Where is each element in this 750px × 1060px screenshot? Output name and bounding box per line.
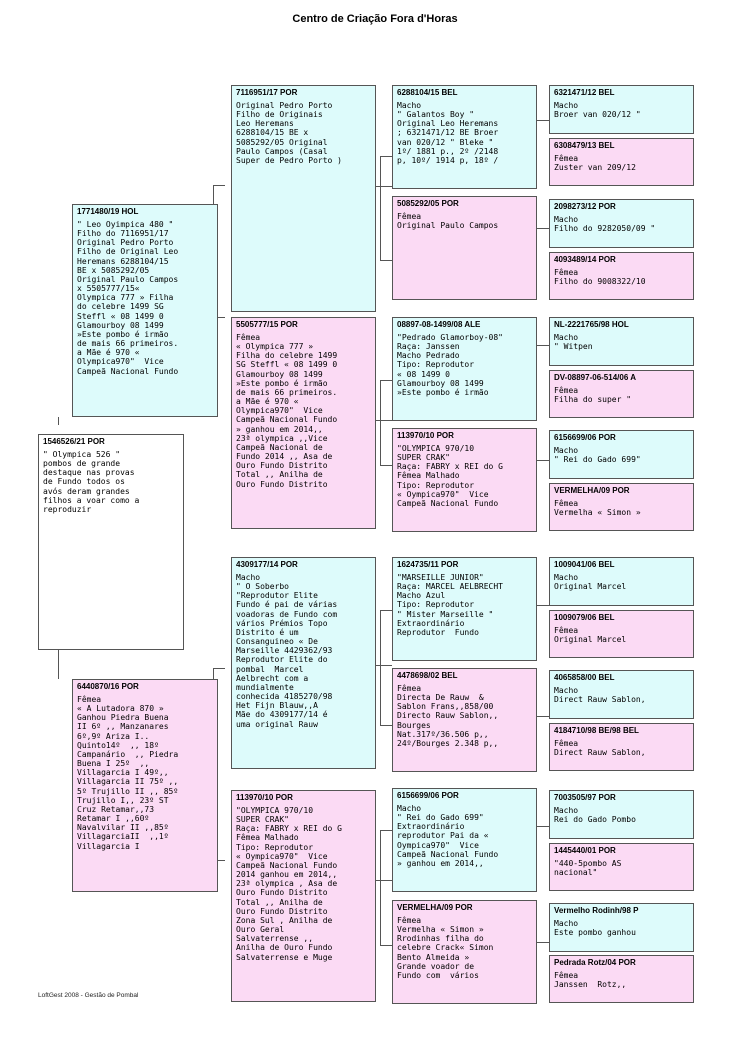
pigeon-card-ssd [392,196,537,300]
ring-number: 1771480/19 HOL [77,207,139,216]
pigeon-card-dam [72,679,218,892]
ring-number: 4309177/14 POR [236,560,298,569]
ring-number: 6156699/06 POR [397,791,459,800]
connector [535,716,549,717]
pigeon-notes: Fêmea Janssen Rotz,, [554,971,627,990]
pigeon-card-ddsd [549,843,694,891]
ring-number: 1546526/21 POR [43,437,105,446]
ring-number: 5085292/05 POR [397,199,459,208]
connector [535,228,549,229]
pigeon-notes: Fêmea « A Lutadora 870 » Ganhou Piedra Buena II 6º ,, Manzanares 6º,9º Ariza I.. Quinto14º ,, 18º Campanário ,, Piedra Buena I 25º ,, Villagarcia I 49º,, Villagarcia II 75º ,, 5º Trujillo II ,, 85º Trujillo I,, 23º ST Cruz Retamar,,73 Retamar I ,,60º Navalvilar II ,,85º VillagarciaII ,,1º Villagarcia I [77,695,179,851]
ring-number: 1624735/11 POR [397,560,459,569]
pigeon-card-dam-sire [231,557,376,769]
connector [58,650,59,679]
pigeon-card-sire-sire [231,85,376,312]
pigeon-notes: " Olympica 526 " pombos de grande destaque nas provas de Fundo todos os avós deram grandes filhos a voar como a reproduzir [43,450,140,514]
pigeon-notes: Original Pedro Porto Filho de Originais Leo Heremans 6288104/15 BE x 5085292/05 Original Paulo Campos (Casal Super de Pedro Porto ) [236,101,342,165]
pigeon-notes: "440-5pombo AS nacional" [554,859,622,878]
connector [535,120,549,121]
ring-number: 1009041/06 BEL [554,560,615,569]
ring-number: 2098273/12 POR [554,202,616,211]
ring-number: 6288104/15 BEL [397,88,458,97]
connector [380,156,392,157]
pigeon-notes: Macho " Witpen [554,333,593,352]
ring-number: 6321471/12 BEL [554,88,615,97]
connector [535,826,549,827]
connector [380,725,392,726]
pigeon-notes: Macho Direct Rauw Sablon, [554,686,646,705]
connector [380,945,392,946]
pigeon-card-dssd [549,610,694,658]
ring-number: VERMELHA/09 POR [397,903,473,912]
pigeon-notes: Macho " O Soberbo "Reprodutor Elite Fundo é pai de várias voadoras de Fundo com vários Prémios Topo Distrito é um Consanguineo « De Marseille 4429362/93 Reprodutor Elite do pombal Marcel Aelbrecht com a mundialmente conhecida 4185270/98 Het Fijn Blauw,,A Mãe do 4309177/14 é uma original Rauw [236,573,338,729]
pigeon-notes: Fêmea Filha do super " [554,386,632,405]
ring-number: 08897-08-1499/08 ALE [397,320,481,329]
connector [380,830,392,831]
ring-number: Vermelho Rodinh/98 P [554,906,639,915]
pigeon-notes: Macho " Rei do Gado 699" Extraordinário reprodutor Pai da « Oympica970" Vice Campeã Nacional Fundo » ganhou em 2014,, [397,804,499,868]
connector [380,830,381,945]
pigeon-card-ddds [549,903,694,952]
pigeon-card-ddd [392,900,537,1004]
ring-number: 6308479/13 BEL [554,141,615,150]
ring-number: 7116951/17 POR [236,88,298,97]
connector [535,460,549,461]
pigeon-notes: "Pedrado Glamorboy-08" Raça: Janssen Macho Pedrado Tipo: Reprodutor « 08 1499 0 Glamourboy 08 1499 »Este pombo é irmão [397,333,503,397]
pigeon-card-sdss [549,317,694,366]
ring-number: VERMELHA/09 POR [554,486,630,495]
pigeon-card-dss [392,557,537,661]
pigeon-card-sss [392,85,537,189]
ring-number: 5505777/15 POR [236,320,298,329]
connector [380,465,392,466]
ring-number: 7003505/97 POR [554,793,616,802]
ring-number: Pedrada Rotz/04 POR [554,958,636,967]
pigeon-notes: Fêmea Original Marcel [554,626,627,645]
page-title: Centro de Criação Fora d'Horas [292,13,458,25]
connector [380,260,392,261]
pigeon-card-sdds [549,430,694,479]
pigeon-card-dsd [392,668,537,772]
pigeon-notes: Macho Este pombo ganhou [554,919,636,938]
ring-number: 1445440/01 POR [554,846,616,855]
pigeon-card-ddss [549,790,694,839]
pigeon-card-subject [38,434,184,650]
pigeon-notes: "OLYMPICA 970/10 SUPER CRAK" Raça: FABRY x REI do G Fêmea Malhado Tipo: Reprodutor « Oympica970" Vice Campeã Nacional Fundo 2014 ganhou em 2014,, 23ª olympica , Asa de Ouro Fundo Distrito Total ,, Anilha de Ouro Fundo Distrito Zona Sul , Anilha de Ouro Geral Salvaterrense ,, Anilha de Ouro Fundo Salvaterrense e Muge [236,806,342,962]
pigeon-card-sire [72,204,218,417]
pigeon-notes: "MARSEILLE JUNIOR" Raça: MARCEL AELBRECHT Macho Azul Tipo: Reprodutor " Mister Marseille " Extraordinário Reprodutor Fundo [397,573,503,637]
ring-number: NL-2221765/98 HOL [554,320,629,329]
connector [213,668,225,669]
ring-number: 1009079/06 BEL [554,613,615,622]
ring-number: 4065858/00 BEL [554,673,615,682]
pigeon-notes: Macho Original Marcel [554,573,627,592]
pigeon-card-dsss [549,557,694,606]
connector [380,156,381,260]
pigeon-card-sire-dam [231,317,376,529]
pigeon-notes: Fêmea Directa De Rauw & Sablon Frans,,858/00 Directo Rauw Sablon,, Bourges Nat.317º/36.506 p,, 24º/Bourges 2.348 p,, [397,684,499,748]
connector [58,417,59,425]
ring-number: 113970/10 POR [236,793,293,802]
pigeon-card-sds [392,317,537,421]
connector [535,942,549,943]
pigeon-notes: Fêmea Zuster van 209/12 [554,154,636,173]
pigeon-card-dam-dam [231,790,376,1002]
connector [535,345,549,346]
ring-number: 4478698/02 BEL [397,671,458,680]
connector [380,610,392,611]
pigeon-notes: Fêmea Vermelha « Simon » [554,499,641,518]
ring-number: 6156699/06 POR [554,433,616,442]
pigeon-card-dddd [549,955,694,1003]
connector [380,380,381,465]
connector [213,185,225,186]
pigeon-notes: Fêmea « Olympica 777 » Filha do celebre 1499 SG Steffl « 08 1499 0 Glamourboy 08 1499 »Este pombo é irmão de mais 66 primeiros. a Mãe é 970 « Olympica970" Vice Campeã Nacional Fundo » ganhou em 2014,, 23ª olympica ,,Vice Campeã Nacional de Fundo 2014 ,, Asa de Ouro Fundo Distrito Total ,, Anilha de Ouro Fundo Distrito [236,333,338,489]
connector [380,380,392,381]
pigeon-card-ssss [549,85,694,134]
pigeon-card-ssds [549,199,694,248]
ring-number: 6440870/16 POR [77,682,139,691]
pigeon-card-dsds [549,670,694,719]
pigeon-card-sssd [549,138,694,186]
pigeon-notes: Macho Filho do 9282050/09 " [554,215,656,234]
pigeon-notes: Macho " Galantos Boy " Original Leo Heremans ; 6321471/12 BE Broer van 020/12 " Bleke " 1º/ 1881 p., 2º /2148 p, 10º/ 1914 p, 18º / [397,101,499,165]
footer-credit: LoftGest 2008 - Gestão de Pombal [38,992,139,999]
pigeon-notes: Macho Rei do Gado Pombo [554,806,636,825]
connector [535,605,549,606]
ring-number: DV-08897-06-514/06 A [554,373,636,382]
pigeon-notes: Fêmea Original Paulo Campos [397,212,499,231]
ring-number: 4184710/98 BE/98 BEL [554,726,639,735]
pigeon-card-sdsd [549,370,694,418]
pigeon-notes: "OLYMPICA 970/10 SUPER CRAK" Raça: FABRY x REI do G Fêmea Malhado Tipo: Reprodutor « Oympica970" Vice Campeã Nacional Fundo [397,444,503,508]
pigeon-card-sddd [549,483,694,531]
pigeon-notes: Macho " Rei do Gado 699" [554,446,641,465]
pigeon-notes: Macho Broer van 020/12 " [554,101,641,120]
pigeon-card-dsdd [549,723,694,771]
pigeon-notes: Fêmea Filho do 9008322/10 [554,268,646,287]
pigeon-card-ssdd [549,252,694,300]
pigeon-notes: Fêmea Direct Rauw Sablon, [554,739,646,758]
pigeon-notes: " Leo Oyimpica 480 " Filho do 7116951/17 Original Pedro Porto Filho de Original Leo Heremans 6288104/15 BE x 5085292/05 Original Paulo Campos x 5505777/15« Olympica 777 » Filha do celebre 1499 SG Steffl « 08 1499 0 Glamourboy 08 1499 »Este pombo é irmão de mais 66 primeiros. a Mãe é 970 « Olympica970" Vice Campeã Nacional Fundo [77,220,179,376]
connector [380,610,381,725]
pigeon-card-sdd [392,428,537,532]
ring-number: 113970/10 POR [397,431,454,440]
ring-number: 4093489/14 POR [554,255,616,264]
pigeon-card-dds [392,788,537,892]
pigeon-notes: Fêmea Vermelha « Simon » Rrodinhas filha do celebre Crack« Simon Bento Almeida » Grande voador de Fundo com vários [397,916,494,980]
